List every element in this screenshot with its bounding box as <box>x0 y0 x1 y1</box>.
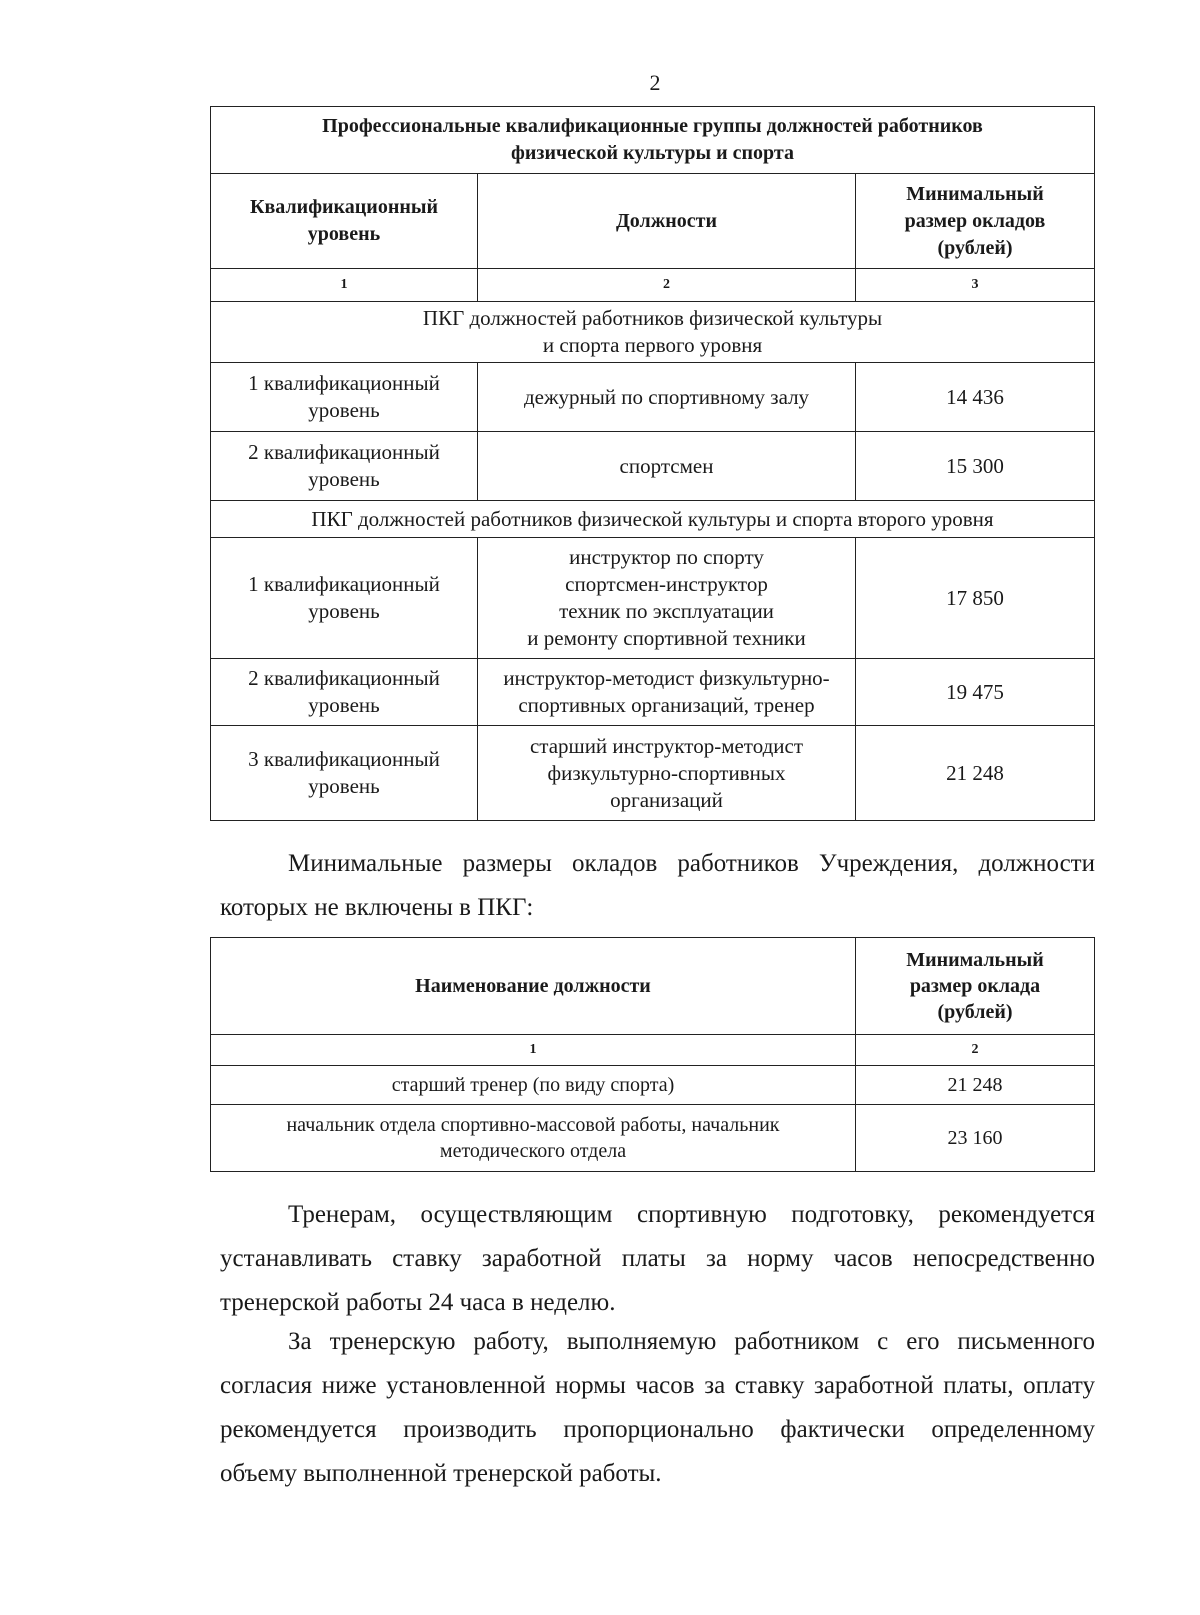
salary-cell: 14 436 <box>856 363 1095 432</box>
column-number: 1 <box>211 1035 856 1066</box>
table-row <box>211 1105 1095 1172</box>
column-number: 2 <box>856 1035 1095 1066</box>
table-row <box>211 659 1095 726</box>
table-row <box>211 726 1095 821</box>
level-cell: 1 квалификационный уровень <box>211 538 478 659</box>
salary-cell: 21 248 <box>856 726 1095 821</box>
level-cell: 2 квалификационный уровень <box>211 659 478 726</box>
position-cell: старший инструктор-методист физкультурно-спортивных организаций <box>478 726 856 821</box>
other-positions-table <box>210 937 1095 1172</box>
header-positions: Должности <box>478 174 856 269</box>
salary-cell: 23 160 <box>856 1105 1095 1172</box>
table-row <box>211 1066 1095 1105</box>
header-salary: Минимальный размер оклада (рублей) <box>856 938 1095 1035</box>
column-number: 1 <box>211 269 478 302</box>
paragraph-payment: За тренерскую работу, выполняемую работником с его письменного согласия ниже установленной нормы часов за ставку заработной платы, оплату рекомендуется производить пропорционально фактически определенному объему выполненной тренерской работы. <box>220 1328 1095 1487</box>
paragraph-intro: Минимальные размеры окладов работников Учреждения, должности которых не включены в ПКГ: <box>220 850 1095 921</box>
level-cell: 1 квалификационный уровень <box>211 363 478 432</box>
page-number: 2 <box>649 70 661 95</box>
column-number: 2 <box>478 269 856 302</box>
position-cell: начальник отдела спортивно-массовой работы, начальник методического отдела <box>211 1105 856 1172</box>
pkg-table <box>210 106 1095 821</box>
position-cell: инструктор-методист физкультурно- спортивных организаций, тренер <box>478 659 856 726</box>
salary-cell: 17 850 <box>856 538 1095 659</box>
position-cell: инструктор по спорту спортсмен-инструктор техник по эксплуатации и ремонту спортивной техники <box>478 538 856 659</box>
header-name: Наименование должности <box>211 938 856 1035</box>
header-salary: Минимальный размер окладов (рублей) <box>856 174 1095 269</box>
table-caption: Профессиональные квалификационные группы должностей работников физической культуры и спорта <box>211 107 1095 174</box>
table-row <box>211 432 1095 501</box>
paragraph-coaches: Тренерам, осуществляющим спортивную подготовку, рекомендуется устанавливать ставку заработной платы за норму часов непосредственно тренерской работы 24 часа в неделю. <box>220 1201 1095 1316</box>
table-row <box>211 538 1095 659</box>
position-cell: старший тренер (по виду спорта) <box>211 1066 856 1105</box>
level-cell: 2 квалификационный уровень <box>211 432 478 501</box>
table-row <box>211 363 1095 432</box>
column-number: 3 <box>856 269 1095 302</box>
salary-cell: 15 300 <box>856 432 1095 501</box>
salary-cell: 21 248 <box>856 1066 1095 1105</box>
position-cell: дежурный по спортивному залу <box>478 363 856 432</box>
level-cell: 3 квалификационный уровень <box>211 726 478 821</box>
group-heading: ПКГ должностей работников физической культуры и спорта первого уровня <box>211 302 1095 363</box>
header-level: Квалификационный уровень <box>211 174 478 269</box>
salary-cell: 19 475 <box>856 659 1095 726</box>
group-heading: ПКГ должностей работников физической культуры и спорта второго уровня <box>211 501 1095 538</box>
position-cell: спортсмен <box>478 432 856 501</box>
